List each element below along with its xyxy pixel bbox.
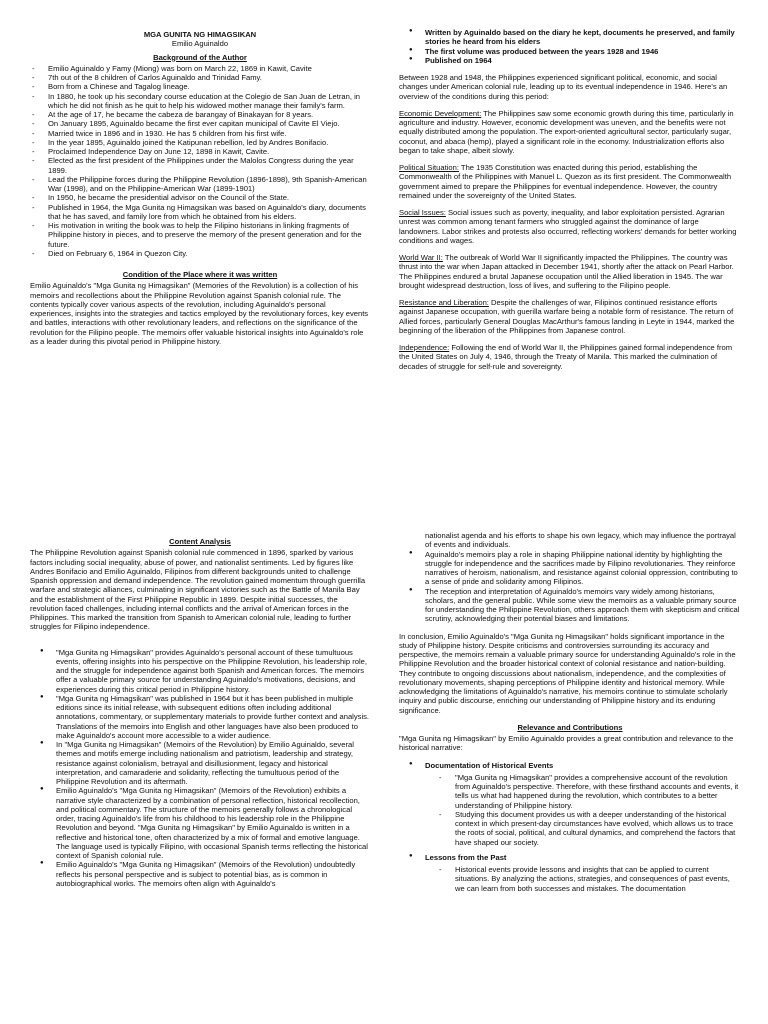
- section-text: Following the end of World War II, the Philippines gained formal independence from the United States on July 4, 1946, through the Treaty of Manila. This marked the culmination of decades of struggle for self-rule and sovereignty.: [399, 343, 733, 371]
- list-item: - Studying this document provides us with a deeper understanding of the historical context in which present-day circumstances have evolved, which allows us to trace the roots of social, political, and cultural dynamics, and comprehend the factors that have shaped our society.: [425, 810, 741, 847]
- relevance-heading: Relevance and Contributions: [517, 722, 623, 732]
- relevance-intro: "Mga Gunita ng Himagsikan" by Emilio Aguinaldo provides a great contribution and relevance to the historical narrative:: [399, 734, 734, 753]
- list-item: ● "Mga Gunita ng Himagsikan" was published in 1964 but it has been published in multiple editions since its initial release, with subsequent editions often including additional annotations, commentary, or supplementary materials to provide further context and analysis. Translations of the memoirs into English and other languages have also been produced to make Aguinaldo's account more accessible to a wider audience.: [30, 694, 370, 740]
- list-item: - "Mga Gunita ng Himagsikan" provides a comprehensive account of the revolution from Aguinaldo's perspective. Therefore, with these firsthand accounts and events, it tells us what had happened during the revolution, which contributes to a better understanding of Philippine history.: [425, 773, 741, 810]
- list-item: - In 1880, he took up his secondary course education at the Colegio de San Juan de Letran, in which he did not finish as he quit to help his widowed mother manage their family's farm.: [30, 92, 370, 111]
- list-item: ● The first volume was produced between the years 1928 and 1946: [399, 47, 741, 56]
- conclusion-paragraph: In conclusion, Emilio Aguinaldo's "Mga Gunita ng Himagsikan" holds significant importance in the study of Philippine history. Despite criticisms and controversies surrounding its accuracy and perspective, the memoirs remain a valuable primary source for understanding Aguinaldo's role in the Philippine Revolution and the broader historical context of colonial resistance and nation-building. They contribute to ongoing discussions about nationalism, independence, and the complexities of revolutionary movements, shaping perceptions of Philippine identity and historical memory. While acknowledging the limitations of Aguinaldo's narrative, his memoirs continue to stimulate scholarly inquiry and public discourse, enriching our understanding of Philippine history and its enduring significance.: [399, 631, 736, 715]
- section-text: The 1935 Constitution was enacted during this period, establishing the Commonwealth of the Philippines with Manuel L. Quezon as its first president. The Commonwealth government aimed to prepare the Philippines for eventual independence. However, the country remained under the sovereignty of the United States.: [399, 163, 732, 200]
- sub-list: [425, 773, 741, 847]
- document-title: MGA GUNITA NG HIMAGSIKAN: [143, 30, 257, 39]
- section-text: Despite the challenges of war, Filipinos continued resistance efforts against Japanese occupation, with guerilla warfare being a notable form of resistance. The return of Allied forces, particularly General Douglas MacArthur's famous landing in Leyte in 1944, marked the beginning of the liberation of the Philippines from Japanese control.: [399, 298, 735, 335]
- subheading: Documentation of Historical Events: [425, 760, 554, 770]
- background-heading: Background of the Author: [153, 52, 247, 62]
- background-list: [30, 64, 370, 258]
- section-label: Economic Development:: [399, 108, 482, 118]
- section-label: World War II:: [399, 253, 443, 262]
- period-intro: Between 1928 and 1948, the Philippines experienced significant political, economic, and social changes under American colonial rule, leading up to its eventual independence in 1946. Here's an overview of the conditions during this period:: [399, 73, 728, 101]
- section-label: Independence:: [399, 343, 450, 352]
- list-item: [399, 761, 741, 847]
- list-item: - Proclaimed Independence Day on June 12, 1898 in Kawit, Cavite.: [30, 147, 370, 156]
- list-item: ● Published on 1964: [399, 56, 741, 65]
- list-item: - Emilio Aguinaldo y Famy (Miong) was born on March 22, 1869 in Kawit, Cavite: [30, 64, 370, 73]
- section-text: The outbreak of World War II significantly impacted the Philippines. The country was thrust into the war when Japan attacked in December 1941, shortly after the attack on Pearl Harbor. The Philippines endured a brutal Japanese occupation until the Allied liberation in 1945. The war brought widespread destruction, loss of lives, and suffering to the Filipino people.: [399, 253, 734, 290]
- list-item: - 7th out of the 8 children of Carlos Aguinaldo and Trinidad Famy.: [30, 73, 370, 82]
- column-bottom-left: [30, 533, 370, 888]
- publication-facts-list: [399, 28, 741, 65]
- content-analysis-intro: The Philippine Revolution against Spanish colonial rule commenced in 1896, sparked by various factors including social inequality, abuse of power, and nationalist sentiments. Led by figures like Andres Bonifacio and Emilio Aguinaldo, Filipinos from different backgrounds united to challenge Spanish oppression and demand independence. The revolution gained momentum through guerrilla warfare and strategic alliances, culminating in significant victories such as the Battle of Manila Bay and the establishment of the First Philippine Republic in 1899. Despite initial successes, the revolution faced challenges, including internal conflicts and the arrival of American forces in the Philippines. This marked the transition from Spanish to American colonial rule, leading to further struggles for Filipino independence.: [30, 548, 366, 632]
- relevance-list: [399, 761, 741, 893]
- list-item: [399, 853, 741, 893]
- section-label: Resistance and Liberation:: [399, 298, 489, 307]
- section-text: The Philippines saw some economic growth during this time, particularly in agriculture and industry. However, economic development was uneven, and the benefits were not equally distributed among the population. The export-oriented agricultural sector, particularly sugar, coconut, and abaca (hemp), played a significant role in the economy. Industrialization efforts also began to take shape, albeit slowly.: [399, 108, 734, 155]
- list-item: - Published in 1964, the Mga Gunita ng Himagsikan was based on Aguinaldo's diary, documents that he has saved, and family lore from which he obtained from his elders.: [30, 203, 370, 222]
- content-analysis-list: [30, 648, 370, 889]
- section-resistance: [399, 298, 741, 335]
- continued-text: nationalist agenda and his efforts to shape his own legacy, which may influence the portrayal of events and individuals.: [425, 531, 736, 550]
- column-top-right: [399, 28, 741, 379]
- list-item: - Historical events provide lessons and insights that can be applied to current situations. By analyzing the actions, strategies, and consequences of past events, we can learn from both successes and mistakes. The documentation: [425, 865, 741, 893]
- list-item: - Born from a Chinese and Tagalog lineage.: [30, 82, 370, 91]
- list-item: - On January 1895, Aguinaldo became the first ever capitan municipal of Cavite El Viejo.: [30, 119, 370, 128]
- list-item: ● Written by Aguinaldo based on the diary he kept, documents he preserved, and family stories he heard from his elders: [399, 28, 741, 47]
- section-ww2: [399, 253, 741, 290]
- list-item: ● Emilio Aguinaldo's "Mga Gunita ng Himagsikan" (Memoirs of the Revolution) exhibits a narrative style characterized by a combination of personal reflection, historical recollection, and political commentary. The structure of the memoirs generally follows a chronological order, tracing Aguinaldo's life from his childhood to his leadership role in the Philippine Revolution and beyond. "Mga Gunita ng Himagsikan" by Emilio Aguinaldo is written in a reflective and historical tone, often characterized by a mix of formal and emotive language. The language used is typically Filipino, with occasional Spanish terms reflecting the historical context of Spanish colonial rule.: [30, 786, 370, 860]
- sub-list: [425, 865, 741, 893]
- list-item: - In 1950, he became the presidential advisor on the Council of the State.: [30, 193, 370, 202]
- condition-paragraph: Emilio Aguinaldo's "Mga Gunita ng Himagsikan" (Memories of the Revolution) is a collection of his memoirs and recollections about the Philippine Revolution against Spanish colonial rule. The contents typically cover various aspects of the revolution, including Aguinaldo's personal experiences, insights into the strategies and tactics employed by the revolutionary forces, key events and battles, interactions with other revolutionary leaders, and reflections on the significance of the revolution for the Filipino people. The memoirs offer valuable historical insights into Aguinaldo's role as a leader during this pivotal period in Philippine history.: [30, 281, 369, 346]
- list-item: - Died on February 6, 1964 in Quezon City.: [30, 249, 370, 258]
- list-item: - In the year 1895, Aguinaldo joined the Katipunan rebellion, led by Andres Bonifacio.: [30, 138, 370, 147]
- section-social: [399, 208, 741, 245]
- identity-reception-list: [399, 550, 741, 624]
- document-author: Emilio Aguinaldo: [171, 39, 229, 49]
- section-political: [399, 163, 741, 200]
- column-bottom-right: [399, 531, 741, 899]
- list-item: ● "Mga Gunita ng Himagsikan" provides Aguinaldo's personal account of these tumultuous events, offering insights into his perspective on the Philippine Revolution, his leadership role, and the struggle for independence against both Spanish and American forces. The memoirs offer a valuable primary source for understanding Aguinaldo's motivations, decisions, and experiences during this critical period in Philippine history.: [30, 648, 370, 694]
- list-item: ● In "Mga Gunita ng Himagsikan" (Memoirs of the Revolution) by Emilio Aguinaldo, several themes and motifs emerge including nationalism and patriotism, leadership and strategy, resistance against colonialism, betrayal and disillusionment, legacy and historical interpretation, and camaraderie and solidarity, reflecting the tumultuous period of the Philippine Revolution and its aftermath.: [30, 740, 370, 786]
- section-text: Social issues such as poverty, inequality, and labor exploitation persisted. Agrarian unrest was common among tenant farmers who struggled against the dominance of large landowners. Labor strikes and protests also occurred, reflecting workers' demands for better working conditions and wages.: [399, 208, 737, 245]
- list-item: - At the age of 17, he became the cabeza de barangay of Binakayan for 8 years.: [30, 110, 370, 119]
- section-economic: [399, 109, 741, 155]
- section-label: Political Situation:: [399, 163, 459, 172]
- list-item: - Lead the Philippine forces during the Philippine Revolution (1896-1898), 9th Spanish-American War (1998), and on the Philippine-American War (1899-1901): [30, 175, 370, 194]
- list-item: ● The reception and interpretation of Aguinaldo's memoirs vary widely among historians, scholars, and the general public. While some view the memoirs as a valuable primary source for understanding the Philippine Revolution, others approach them with skepticism and critical scrutiny, acknowledging their potential biases and limitations.: [399, 587, 741, 624]
- section-label: Social Issues:: [399, 208, 446, 217]
- section-independence: [399, 343, 741, 371]
- list-item: - Elected as the first president of the Philippines under the Malolos Congress during the year 1899.: [30, 156, 370, 175]
- list-item: - His motivation in writing the book was to help the Filipino historians in linking fragments of Philippine history in pieces, and to preserve the memory of the present generation and for the future.: [30, 221, 370, 249]
- content-analysis-heading: Content Analysis: [169, 537, 231, 546]
- list-item: - Married twice in 1896 and in 1930. He has 5 children from his first wife.: [30, 129, 370, 138]
- list-item: ● Aguinaldo's memoirs play a role in shaping Philippine national identity by highlighting the struggle for independence and the sacrifices made by Filipino revolutionaries. They reinforce narratives of heroism, nationalism, and resistance against colonial oppression, contributing to a sense of pride and solidarity among Filipinos.: [399, 550, 741, 587]
- column-top-left: [30, 30, 370, 354]
- subheading: Lessons from the Past: [425, 852, 507, 862]
- condition-heading: Condition of the Place where it was written: [122, 270, 278, 279]
- list-item: ● Emilio Aguinaldo's "Mga Gunita ng Himagsikan" (Memoirs of the Revolution) undoubtedly reflects his personal perspective and is subject to potential bias, as is common in autobiographical works. The memoirs often align with Aguinaldo's: [30, 860, 370, 888]
